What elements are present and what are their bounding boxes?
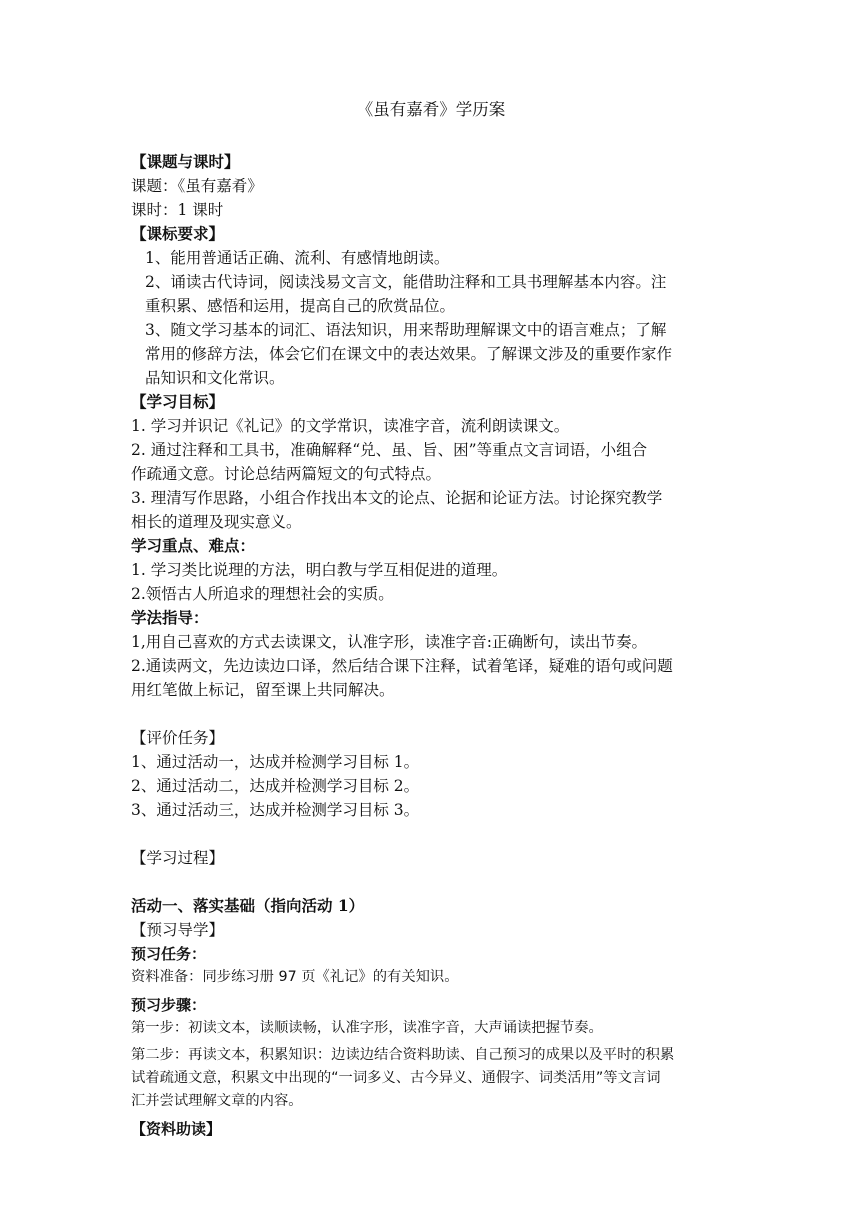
- step-2-line-3: 汇并尝试理解文章的内容。: [131, 1093, 303, 1109]
- activity-one-heading: 活动一、落实基础（指向活动 1）: [131, 896, 365, 915]
- step-2-line-1: 第二步：再读文本，积累知识：边读边结合资料助读、自己预习的成果以及平时的积累: [131, 1047, 675, 1063]
- step-1: 第一步：初读文本，读顺读畅，认准字形，读准字音，大声诵读把握节奏。: [131, 1020, 603, 1036]
- reading-aid-heading: 【资料助读】: [131, 1120, 222, 1138]
- evaluation-task-3: 3、通过活动三，达成并检测学习目标 3。: [131, 801, 420, 819]
- document-page: [131, 98, 731, 1141]
- key-point-1: 1. 学习类比说理的方法，明白教与学互相促进的道理。: [131, 561, 508, 579]
- section-heading-topic: 【课题与课时】: [131, 152, 240, 171]
- standard-1: 1、能用普通话正确、流利、有感情地朗读。: [145, 249, 450, 267]
- standard-2-line-1: 2、诵读古代诗词，阅读浅易文言文，能借助注释和工具书理解基本内容。注: [145, 273, 667, 291]
- evaluation-task-2: 2、通过活动二，达成并检测学习目标 2。: [131, 777, 420, 795]
- section-heading-goals: 【学习目标】: [131, 392, 225, 411]
- standard-3-line-3: 品知识和文化常识。: [145, 369, 285, 387]
- topic-line: 课题：《虽有嘉肴》: [131, 177, 263, 195]
- key-point-2: 2.领悟古人所追求的理想社会的实质。: [131, 585, 394, 603]
- standard-3-line-1: 3、随文学习基本的词汇、语法知识，用来帮助理解课文中的语言难点；了解: [145, 321, 667, 339]
- method-1: 1,用自己喜欢的方式去读课文，认准字形，读准字音:正确断句，读出节奏。: [131, 633, 648, 651]
- preview-heading: 【预习导学】: [131, 921, 225, 939]
- section-heading-evaluation: 【评价任务】: [131, 729, 225, 747]
- spacer: [131, 870, 731, 894]
- material-line: 资料准备：同步练习册 97 页《礼记》的有关知识。: [131, 969, 459, 985]
- goal-3-line-2: 相长的道理及现实意义。: [131, 513, 302, 531]
- standard-2-line-2: 重积累、感悟和运用，提高自己的欣赏品位。: [145, 297, 456, 315]
- spacer: [131, 822, 731, 846]
- goal-2-line-1: 2. 通过注释和工具书，准确解释“兑、虽、旨、困”等重点文言词语，小组合: [131, 441, 648, 459]
- goal-2-line-2: 作疏通文意。讨论总结两篇短文的句式特点。: [131, 465, 442, 483]
- section-heading-process: 【学习过程】: [131, 849, 225, 867]
- method-2-line-1: 2.通读两文，先边读边口译，然后结合课下注释，试着笔译，疑难的语句或问题: [131, 657, 673, 675]
- spacer: [131, 702, 731, 726]
- method-2-line-2: 用红笔做上标记，留至课上共同解决。: [131, 681, 395, 699]
- section-heading-standards: 【课标要求】: [131, 224, 225, 243]
- step-2-line-2: 试着疏通文意，积累文中出现的“一词多义、古今异义、通假字、词类活用”等文言词: [131, 1070, 661, 1086]
- section-heading-methods: 学法指导：: [131, 608, 209, 627]
- goal-3-line-1: 3. 理清写作思路，小组合作找出本文的论点、论据和论证方法。讨论探究教学: [131, 489, 663, 507]
- preview-steps-heading: 预习步骤：: [131, 996, 207, 1014]
- goal-1: 1. 学习并识记《礼记》的文学常识，读准字音，流利朗读课文。: [131, 417, 570, 435]
- period-line: 课时：1 课时: [131, 201, 224, 219]
- section-heading-key-points: 学习重点、难点：: [131, 536, 256, 555]
- evaluation-task-1: 1、通过活动一，达成并检测学习目标 1。: [131, 753, 420, 771]
- preview-task-heading: 预习任务：: [131, 945, 207, 963]
- standard-3-line-2: 常用的修辞方法，体会它们在课文中的表达效果。了解课文涉及的重要作家作: [145, 345, 673, 363]
- document-title: 《虽有嘉肴》学历案: [356, 100, 506, 119]
